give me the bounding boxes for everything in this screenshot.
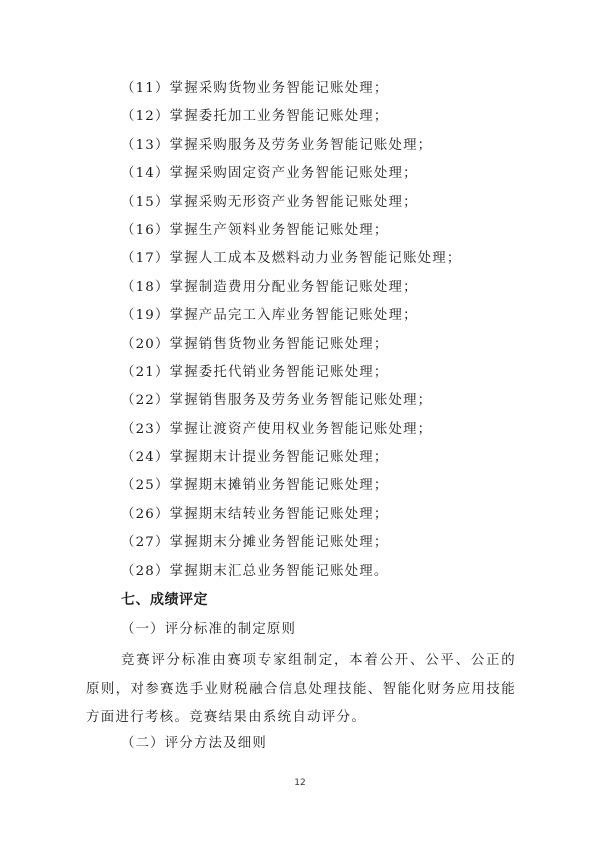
list-item: （26）掌握期末结转业务智能记账处理； [121,506,389,522]
list-item: （16）掌握生产领料业务智能记账处理； [121,222,389,238]
list-item: （11）掌握采购货物业务智能记账处理； [121,81,389,96]
list-item: （22）掌握销售服务及劳务业务智能记账处理； [121,393,433,409]
list-item: （20）掌握销售货物业务智能记账处理； [121,336,389,352]
list-item: （25）掌握期末摊销业务智能记账处理； [121,478,389,494]
list-item: （21）掌握委托代销业务智能记账处理； [121,364,389,380]
list-item: （24）掌握期末计提业务智能记账处理； [121,450,389,466]
skill-list [121,78,461,589]
list-item: （12）掌握委托加工业务智能记账处理； [121,109,389,125]
list-item: （14）掌握采购固定资产业务智能记账处理； [121,166,418,182]
list-item: （15）掌握采购无形资产业务智能记账处理； [121,194,418,210]
list-item: （18）掌握制造费用分配业务智能记账处理； [121,279,418,295]
list-item: （17）掌握人工成本及燃料动力业务智能记账处理； [121,251,462,267]
list-item: （13）掌握采购服务及劳务业务智能记账处理； [121,137,433,153]
section-heading: 七、成绩评定 [121,592,208,608]
body-paragraph: 竞赛评分标准由赛项专家组制定，本着公开、公平、公正的原则，对参赛选手业财税融合信息处理技能、智能化财务应用技能方面进行考核。竞赛结果由系统自动评分。 [86,653,516,725]
page-number: 12 [294,778,306,788]
list-item: （28）掌握期末汇总业务智能记账处理。 [121,563,389,579]
list-item: （19）掌握产品完工入库业务智能记账处理； [121,308,418,324]
list-item: （27）掌握期末分摊业务智能记账处理； [121,535,389,551]
subsection-heading-1: （一）评分标准的制定原则 [121,622,297,637]
subsection-heading-2: （二）评分方法及细则 [121,736,267,751]
list-item: （23）掌握让渡资产使用权业务智能记账处理； [121,421,433,437]
